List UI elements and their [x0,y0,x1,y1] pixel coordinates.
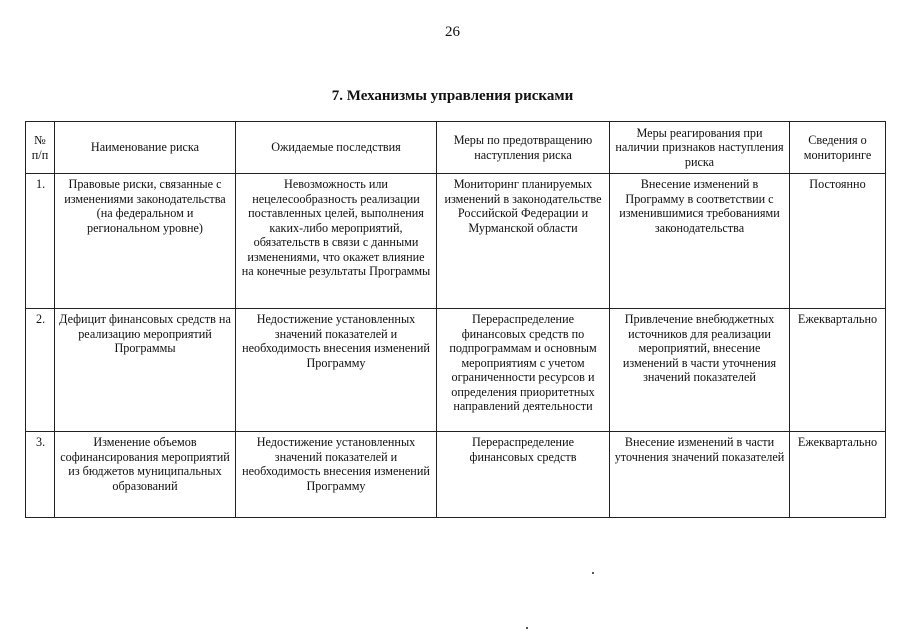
table-header-row [26,122,886,174]
prevention-cell: Перераспределение финансовых средств [437,432,610,518]
prevention-cell: Перераспределение финансовых средств по подпрограммам и основным мероприятиям с учетом ограниченности ресурсов и определения приоритетных направлений деятельности [437,309,610,432]
header-prevention-measures: Меры по предотвращению наступления риска [437,122,610,174]
header-consequences: Ожидаемые последствия [236,122,437,174]
table-row [26,174,886,309]
risk-name-cell: Дефицит финансовых средств на реализацию мероприятий Программы [55,309,236,432]
table-row [26,309,886,432]
consequences-cell: Недостижение установленных значений показателей и необходимость внесения изменений Программу [236,432,437,518]
scan-speck [526,627,528,629]
scan-speck [592,572,594,574]
risk-management-table [25,121,886,518]
row-number: 2. [26,309,55,432]
table-row [26,432,886,518]
row-number: 3. [26,432,55,518]
consequences-cell: Невозможность или нецелесообразность реализации поставленных целей, выполнения каких-либо мероприятий, обязательств в связи с данными изменениями, что окажет влияние на конечные результаты Программы [236,174,437,309]
row-number: 1. [26,174,55,309]
response-cell: Внесение изменений в части уточнения значений показателей [610,432,790,518]
monitoring-cell: Ежеквартально [790,309,886,432]
section-title: 7. Механизмы управления рисками [331,88,574,104]
response-cell: Внесение изменений в Программу в соответствии с изменившимися требованиями законодательства [610,174,790,309]
header-response-measures: Меры реагирования при наличии признаков наступления риска [610,122,790,174]
header-risk-name: Наименование риска [55,122,236,174]
monitoring-cell: Постоянно [790,174,886,309]
risk-name-cell: Правовые риски, связанные с изменениями законодательства (на федеральном и региональном уровне) [55,174,236,309]
table-header [26,122,886,174]
header-number: № п/п [26,122,55,174]
risk-name-cell: Изменение объемов софинансирования мероприятий из бюджетов муниципальных образований [55,432,236,518]
prevention-cell: Мониторинг планируемых изменений в законодательстве Российской Федерации и Мурманской области [437,174,610,309]
monitoring-cell: Ежеквартально [790,432,886,518]
page-number: 26 [445,24,460,40]
consequences-cell: Недостижение установленных значений показателей и необходимость внесения изменений Программу [236,309,437,432]
table-body [26,174,886,518]
response-cell: Привлечение внебюджетных источников для реализации мероприятий, внесение изменений в части уточнения значений показателей [610,309,790,432]
header-monitoring: Сведения о мониторинге [790,122,886,174]
